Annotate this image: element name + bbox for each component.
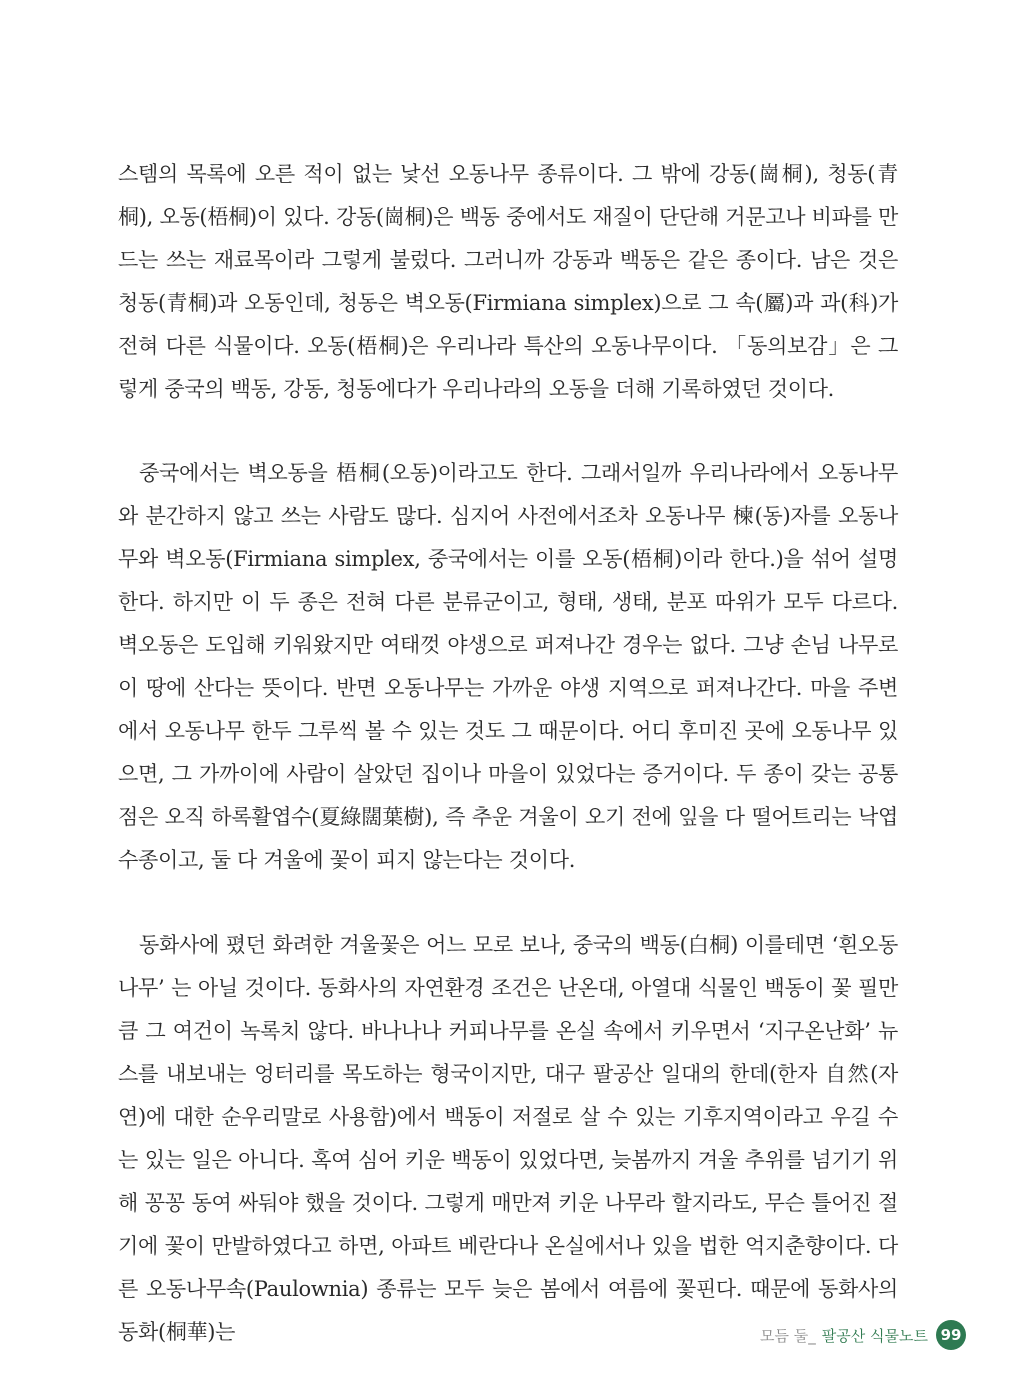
footer-book-title: 팔공산 식물노트 (821, 1326, 928, 1345)
body-text (118, 153, 898, 1354)
paragraph-3: 동화사에 폈던 화려한 겨울꽃은 어느 모로 보나, 중국의 백동(白桐) 이를테면 ‘흰오동나무’ 는 아닐 것이다. 동화사의 자연환경 조건은 난온대, 아열대 식물인 백동이 꽃 필만큼 그 여건이 녹록치 않다. 바나나나 커피나무를 온실 속에서 키우면서 ‘지구온난화’ 뉴스를 내보내는 엉터리를 목도하는 형국이지만, 대구 팔공산 일대의 한데(한자 自然(자연)에 대한 순우리말로 사용함)에서 백동이 저절로 살 수 있는 기후지역이라고 우길 수는 있는 일은 아니다. 혹여 심어 키운 백동이 있었다면, 늦봄까지 겨울 추위를 넘기기 위해 꽁꽁 동여 싸둬야 했을 것이다. 그렇게 매만져 키운 나무라 할지라도, 무슨 틀어진 절기에 꽃이 만발하였다고 하면, 아파트 베란다나 온실에서나 있을 법한 억지춘향이다. 다른 오동나무속(Paulownia) 종류는 모두 늦은 봄에서 여름에 꽃핀다. 때문에 동화사의 동화(桐華)는 (118, 933, 898, 1344)
footer-chapter: 모듬 둘_ (760, 1326, 816, 1345)
paragraph-gap (118, 411, 898, 452)
paragraph-1: 스템의 목록에 오른 적이 없는 낯선 오동나무 종류이다. 그 밖에 강동(崗桐), 청동(青桐), 오동(梧桐)이 있다. 강동(崗桐)은 백동 중에서도 재질이 단단해 거문고나 비파를 만드는 쓰는 재료목이라 그렇게 불렀다. 그러니까 강동과 백동은 같은 종이다. 남은 것은 청동(青桐)과 오동인데, 청동은 벽오동(Firmiana simplex)으로 그 속(屬)과 과(科)가 전혀 다른 식물이다. 오동(梧桐)은 우리나라 특산의 오동나무이다. 「동의보감」은 그렇게 중국의 백동, 강동, 청동에다가 우리나라의 오동을 더해 기록하였던 것이다. (118, 162, 898, 401)
page-footer (760, 1320, 966, 1350)
page-number-badge: 99 (936, 1320, 966, 1350)
paragraph-gap (118, 882, 898, 924)
paragraph-2: 중국에서는 벽오동을 梧桐(오동)이라고도 한다. 그래서일까 우리나라에서 오동나무와 분간하지 않고 쓰는 사람도 많다. 심지어 사전에서조차 오동나무 楝(동)자를 오동나무와 벽오동(Firmiana simplex, 중국에서는 이를 오동(梧桐)이라 한다.)을 섞어 설명한다. 하지만 이 두 종은 전혀 다른 분류군이고, 형태, 생태, 분포 따위가 모두 다르다. 벽오동은 도입해 키워왔지만 여태껏 야생으로 퍼져나간 경우는 없다. 그냥 손님 나무로 이 땅에 산다는 뜻이다. 반면 오동나무는 가까운 야생 지역으로 퍼져나간다. 마을 주변에서 오동나무 한두 그루씩 볼 수 있는 것도 그 때문이다. 어디 후미진 곳에 오동나무 있으면, 그 가까이에 사람이 살았던 집이나 마을이 있었다는 증거이다. 두 종이 갖는 공통점은 오직 하록활엽수(夏綠闊葉樹), 즉 추운 겨울이 오기 전에 잎을 다 떨어트리는 낙엽수종이고, 둘 다 겨울에 꽃이 피지 않는다는 것이다. (118, 461, 898, 872)
